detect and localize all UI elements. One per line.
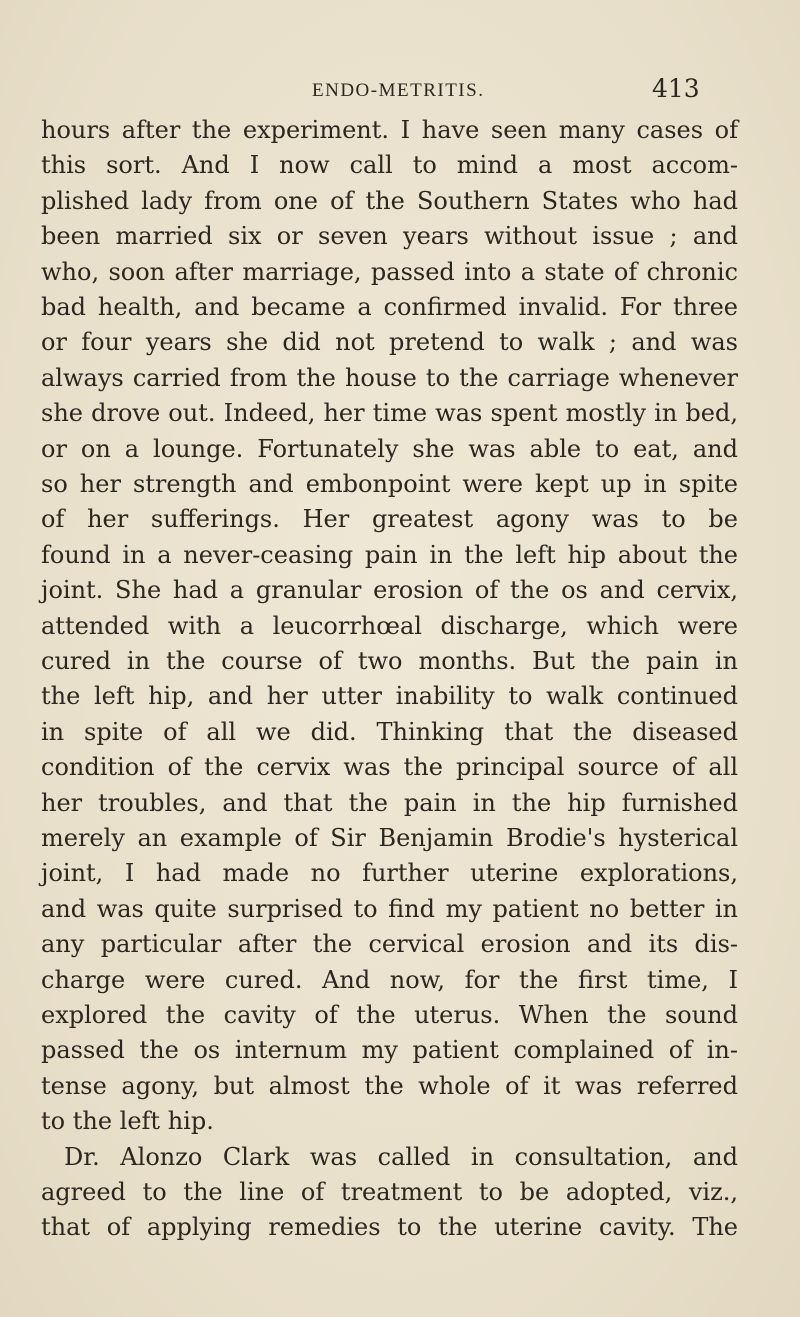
page-number: 413 [652,74,700,103]
text-line: been married six or seven years without issue ; and [41,222,738,251]
text-line: of her sufferings. Her greatest agony was to be [41,505,738,534]
text-line: to the left hip. [41,1107,214,1136]
text-line: who, soon after marriage, passed into a state of chronic [41,257,738,286]
text-line: passed the os internum my patient complained of in- [41,1036,738,1065]
running-head: ENDO-METRITIS. [312,80,485,101]
text-line: condition of the cervix was the principal source of all [41,753,738,782]
text-line: Dr. Alonzo Clark was called in consultation, and [64,1142,738,1171]
text-line: the left hip, and her utter inability to walk continued [41,682,738,711]
text-line: attended with a leucorrhœal discharge, which were [41,611,738,640]
text-line: that of applying remedies to the uterine cavity. The [41,1213,738,1242]
text-line: joint, I had made no further uterine explorations, [41,859,738,888]
text-line: any particular after the cervical erosion and its dis- [41,930,738,959]
text-line: plished lady from one of the Southern States who had [41,186,738,215]
text-line: or on a lounge. Fortunately she was able to eat, and [41,434,738,463]
text-line: cured in the course of two months. But the pain in [41,647,738,675]
text-line: explored the cavity of the uterus. When the sound [41,1001,738,1029]
text-line: or four years she did not pretend to walk ; and was [41,328,738,357]
text-line: and was quite surprised to find my patient no better in [41,894,738,923]
text-line: bad health, and became a confirmed invalid. For three [41,293,738,321]
text-line: charge were cured. And now, for the first time, I [41,965,738,994]
text-line: this sort. And I now call to mind a most accom- [41,151,738,180]
text-line: her troubles, and that the pain in the hip furnished [41,788,738,817]
text-line: tense agony, but almost the whole of it was referred [41,1071,738,1100]
text-line: in spite of all we did. Thinking that the diseased [41,717,738,746]
text-line: found in a never-ceasing pain in the left hip about the [41,540,738,569]
text-line: always carried from the house to the carriage whenever [41,363,738,392]
text-line: agreed to the line of treatment to be adopted, viz., [41,1178,738,1206]
text-line: merely an example of Sir Benjamin Brodie's hysterical [41,824,738,852]
text-line: she drove out. Indeed, her time was spent mostly in bed, [41,399,738,428]
text-line: so her strength and embonpoint were kept up in spite [41,470,738,498]
text-line: joint. She had a granular erosion of the os and cervix, [41,576,738,605]
text-line: hours after the experiment. I have seen many cases of [41,116,738,144]
